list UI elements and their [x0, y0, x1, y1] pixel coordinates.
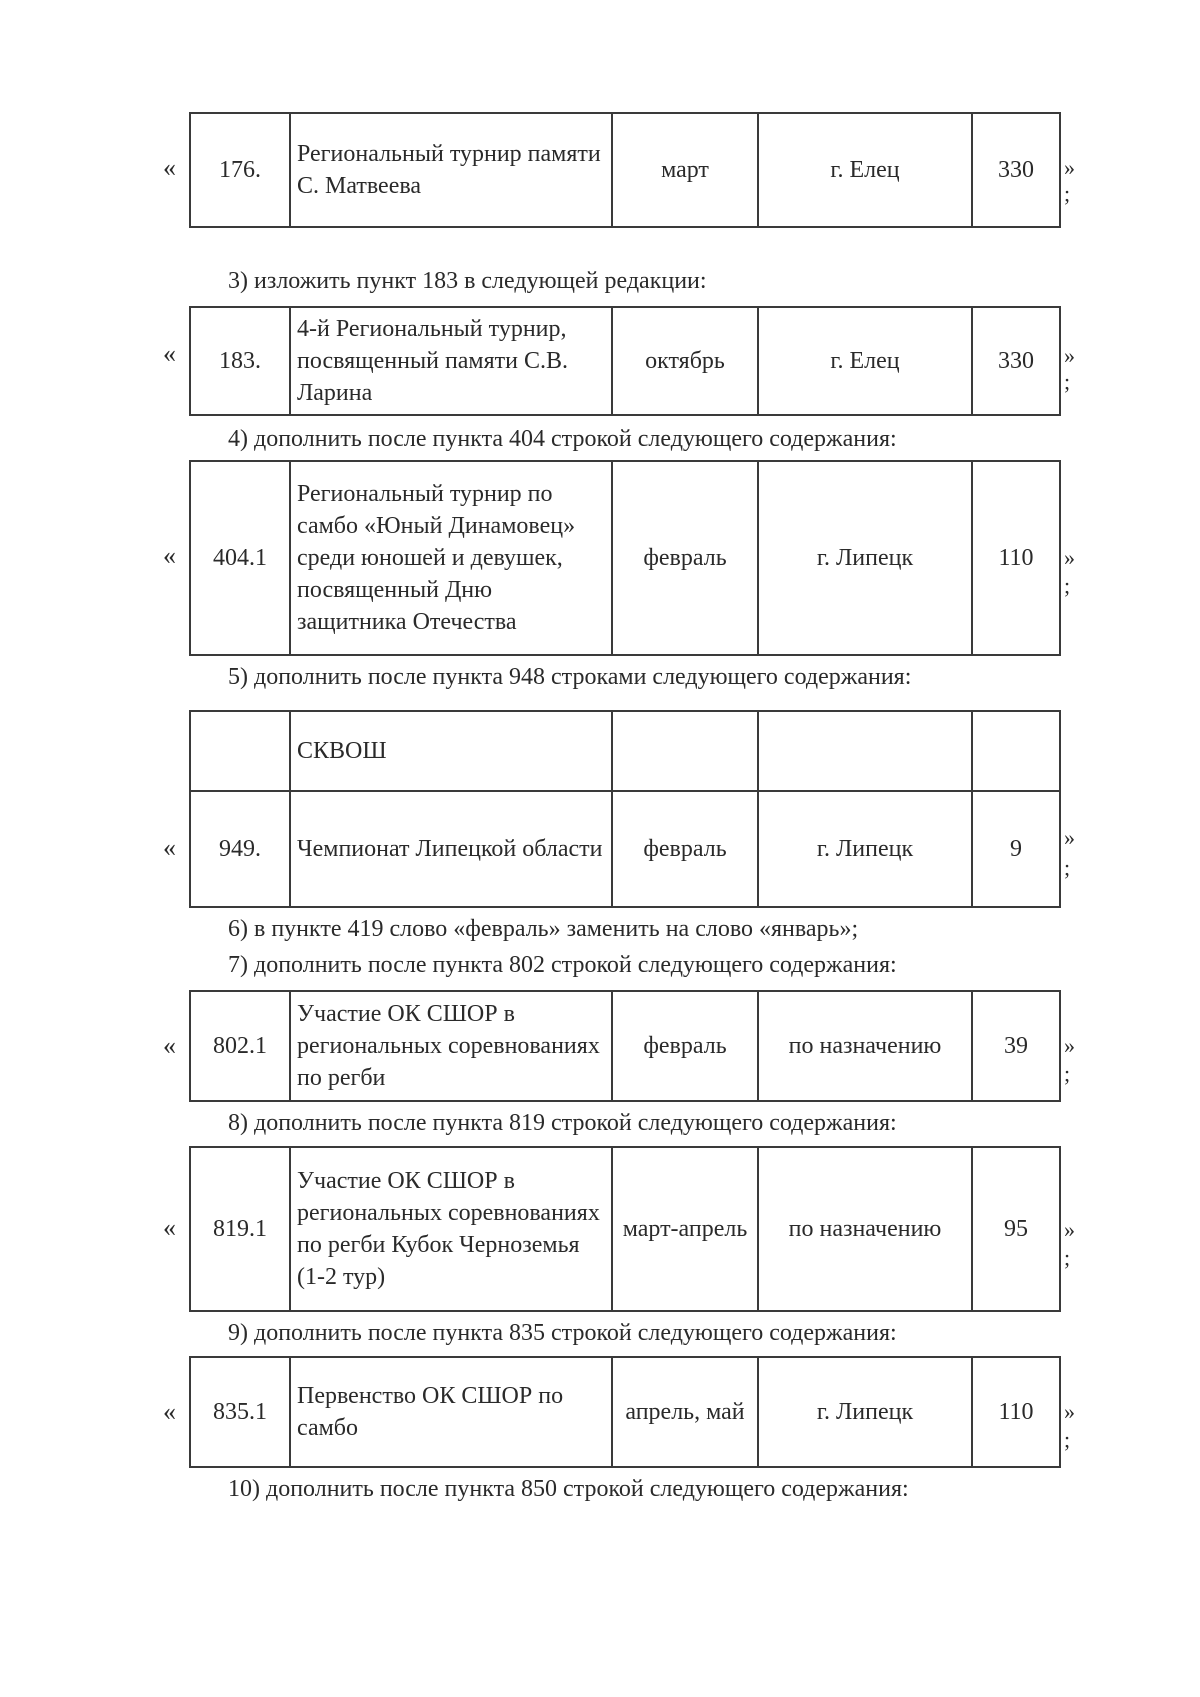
cell-number: 802.1: [190, 991, 290, 1101]
table-block-404-1: [163, 460, 1113, 658]
cell-number: 949.: [190, 791, 290, 907]
table-row: [190, 1147, 1060, 1311]
cell-month: март-апрель: [612, 1147, 758, 1311]
close-quote: »: [1064, 825, 1075, 850]
table-row: [190, 991, 1060, 1101]
cell-place: г. Елец: [758, 307, 972, 415]
cell-number: 835.1: [190, 1357, 290, 1467]
cell-event-name: 4-й Региональный турнир, посвященный памяти С.В. Ларина: [290, 307, 612, 415]
cell-count: 330: [972, 113, 1060, 227]
open-quote: «: [163, 541, 176, 570]
cell-event-name: Участие ОК СШОР в региональных соревнованиях по регби Кубок Черноземья (1-2 тур): [290, 1147, 612, 1311]
plan-table: [189, 112, 1061, 228]
semicolon: ;: [1064, 1245, 1071, 1270]
table-block-819-1: [163, 1146, 1113, 1314]
open-quote: «: [163, 1031, 176, 1060]
instruction-9: 9) дополнить после пункта 835 строкой следующего содержания:: [228, 1320, 897, 1346]
table-block-183: [163, 306, 1113, 418]
close-quote: »: [1064, 155, 1075, 180]
cell-number: 819.1: [190, 1147, 290, 1311]
plan-table: [189, 1146, 1061, 1312]
open-quote: «: [163, 1213, 176, 1242]
table-row: [190, 711, 1060, 791]
cell-place: г. Липецк: [758, 1357, 972, 1467]
cell-place: г. Липецк: [758, 791, 972, 907]
instruction-8: 8) дополнить после пункта 819 строкой следующего содержания:: [228, 1110, 897, 1136]
close-quote: »: [1064, 1033, 1075, 1058]
open-quote: «: [163, 1397, 176, 1426]
cell-event-name: Участие ОК СШОР в региональных соревнованиях по регби: [290, 991, 612, 1101]
cell-month: март: [612, 113, 758, 227]
close-quote: »: [1064, 343, 1075, 368]
instruction-3: 3) изложить пункт 183 в следующей редакции:: [228, 268, 707, 294]
semicolon: ;: [1064, 573, 1071, 598]
cell-month: апрель, май: [612, 1357, 758, 1467]
table-row: [190, 461, 1060, 655]
cell-count: 110: [972, 1357, 1060, 1467]
cell-number: 404.1: [190, 461, 290, 655]
table-block-802-1: [163, 990, 1113, 1104]
table-block-949: [163, 710, 1113, 910]
cell-event-name: Региональный турнир по самбо «Юный Динамовец» среди юношей и девушек, посвященный Дню защитника Отечества: [290, 461, 612, 655]
close-quote: »: [1064, 1399, 1075, 1424]
close-quote: »: [1064, 545, 1075, 570]
cell-place: г. Елец: [758, 113, 972, 227]
plan-table: [189, 306, 1061, 416]
semicolon: ;: [1064, 1427, 1071, 1452]
cell-count: 39: [972, 991, 1060, 1101]
cell-section-name: СКВОШ: [290, 711, 612, 791]
cell-place: [758, 711, 972, 791]
open-quote: «: [163, 153, 176, 182]
cell-number: 176.: [190, 113, 290, 227]
cell-count: 110: [972, 461, 1060, 655]
instruction-4: 4) дополнить после пункта 404 строкой следующего содержания:: [228, 426, 897, 452]
cell-number: [190, 711, 290, 791]
instruction-5: 5) дополнить после пункта 948 строками следующего содержания:: [228, 664, 912, 690]
cell-month: февраль: [612, 791, 758, 907]
plan-table: [189, 710, 1061, 908]
plan-table: [189, 460, 1061, 656]
cell-count: 330: [972, 307, 1060, 415]
semicolon: ;: [1064, 1061, 1071, 1086]
cell-count: 95: [972, 1147, 1060, 1311]
instruction-10: 10) дополнить после пункта 850 строкой следующего содержания:: [228, 1476, 909, 1502]
cell-month: февраль: [612, 991, 758, 1101]
open-quote: «: [163, 339, 176, 368]
cell-number: 183.: [190, 307, 290, 415]
cell-place: по назначению: [758, 991, 972, 1101]
cell-event-name: Первенство ОК СШОР по самбо: [290, 1357, 612, 1467]
instruction-6: 6) в пункте 419 слово «февраль» заменить на слово «январь»;: [228, 916, 859, 942]
instruction-7: 7) дополнить после пункта 802 строкой следующего содержания:: [228, 952, 897, 978]
cell-place: г. Липецк: [758, 461, 972, 655]
open-quote: «: [163, 833, 176, 862]
cell-count: 9: [972, 791, 1060, 907]
semicolon: ;: [1064, 369, 1071, 394]
cell-month: октябрь: [612, 307, 758, 415]
table-row: [190, 113, 1060, 227]
table-row: [190, 1357, 1060, 1467]
close-quote: »: [1064, 1217, 1075, 1242]
table-block-176: [163, 112, 1113, 230]
table-block-835-1: [163, 1356, 1113, 1470]
cell-month: [612, 711, 758, 791]
table-row: [190, 791, 1060, 907]
cell-month: февраль: [612, 461, 758, 655]
semicolon: ;: [1064, 855, 1071, 880]
cell-event-name: Региональный турнир памяти С. Матвеева: [290, 113, 612, 227]
cell-event-name: Чемпионат Липецкой области: [290, 791, 612, 907]
plan-table: [189, 990, 1061, 1102]
table-row: [190, 307, 1060, 415]
semicolon: ;: [1064, 181, 1071, 206]
cell-count: [972, 711, 1060, 791]
cell-place: по назначению: [758, 1147, 972, 1311]
plan-table: [189, 1356, 1061, 1468]
